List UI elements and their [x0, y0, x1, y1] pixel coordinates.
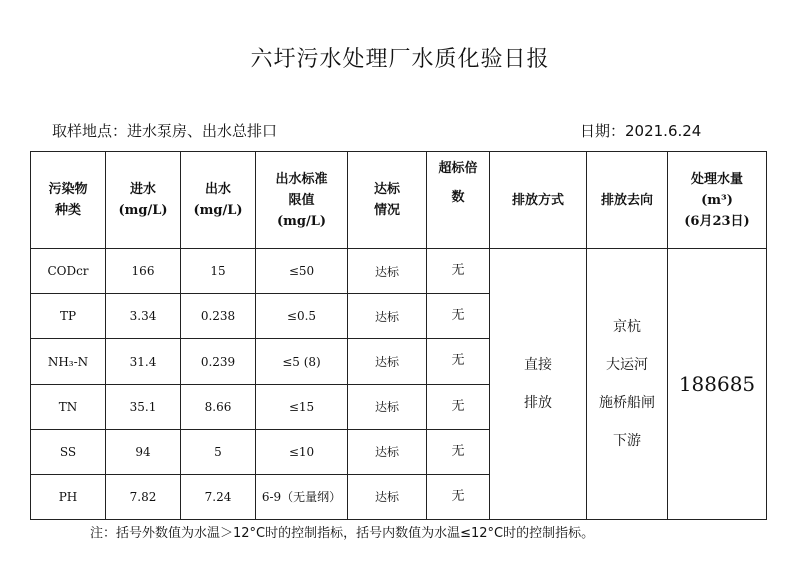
standard-cell: ≤0.5	[256, 294, 348, 339]
status-cell: 达标	[348, 339, 427, 384]
outflow-cell: 8.66	[181, 384, 256, 429]
pollutant-cell: TP	[31, 294, 106, 339]
standard-cell: 6-9（无量纲）	[256, 474, 348, 519]
treated-volume-cell: 188685	[668, 249, 767, 520]
water-quality-table	[30, 151, 767, 520]
standard-cell: ≤5 (8)	[256, 339, 348, 384]
pollutant-cell: SS	[31, 429, 106, 474]
inflow-cell: 35.1	[106, 384, 181, 429]
header-inflow: 进水 (mg/L)	[106, 152, 181, 249]
pollutant-cell: PH	[31, 474, 106, 519]
sampling-location: 取样地点：进水泵房、出水总排口	[52, 122, 278, 140]
status-cell: 达标	[348, 384, 427, 429]
outflow-cell: 0.238	[181, 294, 256, 339]
report-date: 日期：2021.6.24	[580, 122, 702, 140]
inflow-cell: 7.82	[106, 474, 181, 519]
pollutant-cell: CODcr	[31, 249, 106, 294]
header-pollutant: 污染物 种类	[31, 152, 106, 249]
discharge-direction-cell: 京杭 大运河 施桥船闸 下游	[587, 249, 668, 520]
status-cell: 达标	[348, 249, 427, 294]
inflow-cell: 94	[106, 429, 181, 474]
table-header-row	[31, 152, 767, 249]
standard-cell: ≤15	[256, 384, 348, 429]
header-standard: 出水标准 限值 (mg/L)	[256, 152, 348, 249]
outflow-cell: 0.239	[181, 339, 256, 384]
exceed-cell: 无	[427, 429, 490, 474]
inflow-cell: 31.4	[106, 339, 181, 384]
exceed-cell: 无	[427, 474, 490, 519]
exceed-cell: 无	[427, 294, 490, 339]
exceed-cell: 无	[427, 339, 490, 384]
table-row	[31, 249, 767, 294]
report-title: 六圩污水处理厂水质化验日报	[250, 47, 550, 72]
inflow-cell: 3.34	[106, 294, 181, 339]
status-cell: 达标	[348, 474, 427, 519]
exceed-cell: 无	[427, 384, 490, 429]
inflow-cell: 166	[106, 249, 181, 294]
discharge-method-cell: 直接 排放	[490, 249, 587, 520]
footnote: 注：括号外数值为水温＞12°C时的控制指标，括号内数值为水温≤12°C时的控制指标。	[90, 526, 595, 541]
exceed-cell: 无	[427, 249, 490, 294]
pollutant-cell: NH₃-N	[31, 339, 106, 384]
pollutant-cell: TN	[31, 384, 106, 429]
standard-cell: ≤50	[256, 249, 348, 294]
standard-cell: ≤10	[256, 429, 348, 474]
header-outflow: 出水 (mg/L)	[181, 152, 256, 249]
outflow-cell: 15	[181, 249, 256, 294]
header-direction: 排放去向	[587, 152, 668, 249]
header-exceed: 超标倍 数	[427, 152, 490, 249]
header-method: 排放方式	[490, 152, 587, 249]
header-status: 达标 情况	[348, 152, 427, 249]
outflow-cell: 5	[181, 429, 256, 474]
header-volume: 处理水量 (m³) (6月23日)	[668, 152, 767, 249]
status-cell: 达标	[348, 429, 427, 474]
status-cell: 达标	[348, 294, 427, 339]
outflow-cell: 7.24	[181, 474, 256, 519]
